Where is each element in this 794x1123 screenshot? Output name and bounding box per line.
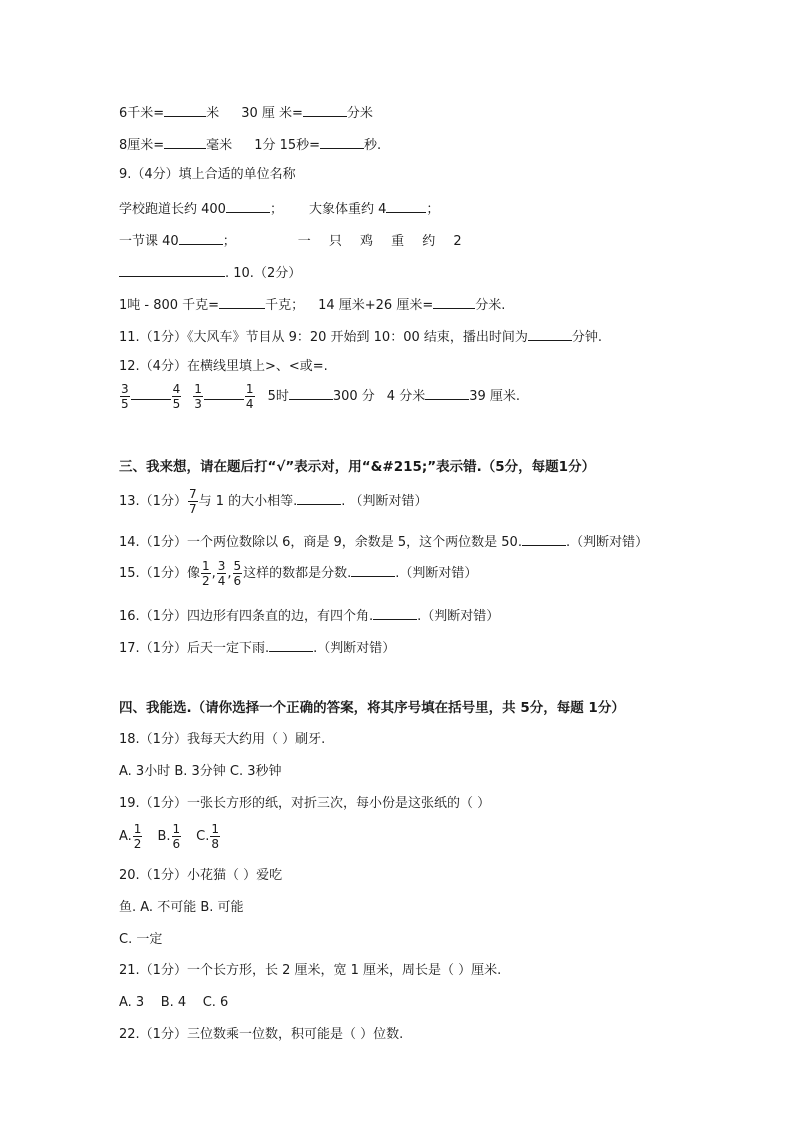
q8-text: 毫米 [206, 138, 233, 153]
q12-text: 4 分米 [386, 389, 426, 404]
q9-text: 大象体重约 4 [308, 202, 387, 217]
q17-text: .（判断对错） [313, 641, 396, 656]
q15-text: .（判断对错） [395, 566, 478, 581]
q14-text: .（判断对错） [565, 535, 649, 550]
fraction: $\frac{1}{6}$ [172, 822, 181, 851]
q16-text: .（判断对错） [417, 609, 500, 624]
q18-text: 18.（1分）我每天大约用（ ）刷牙. [119, 732, 326, 747]
q19-text: 19.（1分）一张长方形的纸，对折三次，每小份是这张纸的（ ） [119, 796, 491, 811]
q8-text: 8厘米= [119, 138, 165, 153]
answer-blank[interactable] [269, 637, 313, 652]
q17-row [119, 637, 395, 658]
q9-row-2 [119, 230, 469, 251]
q10-text: 千克； [265, 298, 305, 313]
q9-text: 一 只 鸡 重 约 2 [297, 234, 469, 249]
answer-blank[interactable] [297, 490, 341, 505]
answer-blank[interactable] [425, 385, 469, 400]
fraction: $\frac{5}{6}$ [233, 559, 242, 588]
answer-blank[interactable] [164, 134, 206, 149]
fraction: $\frac{1}{2}$ [133, 822, 142, 851]
fraction: $\frac{7}{7}$ [188, 487, 197, 516]
q10-title: . 10.（2分） [225, 266, 302, 281]
q9-text: 学校跑道长约 400 [119, 202, 226, 217]
fraction: $\frac{1}{4}$ [245, 382, 254, 411]
answer-blank[interactable] [204, 385, 244, 400]
q8-text: 1分 15秒= [254, 138, 321, 153]
q14-text: 14.（1分）一个两位数除以 6，商是 9，余数是 5，这个两位数是 50. [119, 535, 522, 550]
q13-text: 与 1 的大小相等. [198, 494, 298, 509]
q22-text: 22.（1分）三位数乘一位数，积可能是（ ）位数. [119, 1027, 404, 1042]
fraction: $\frac{1}{2}$ [201, 559, 210, 588]
q8-text: 分米 [346, 106, 373, 121]
q8-row-2 [119, 134, 381, 155]
q14-row [119, 531, 648, 552]
q9-text: ； [222, 234, 236, 249]
section-3-heading: 三、我来想，请在题后打“√”表示对，用“&#215;”表示错.（5分，每题1分） [119, 459, 596, 475]
q12-row [119, 381, 520, 413]
q15-text: 15.（1分）像 [119, 566, 200, 581]
q15-row: 15.（1分）像 $\frac{1}{2}$ , $\frac{3}{4}$ , $\frac{5}{6}$ 这样的数都是分数. .（判断对错） [119, 559, 478, 588]
q9-row-3 [119, 262, 301, 283]
answer-blank[interactable] [373, 605, 417, 620]
fraction: $\frac{4}{5}$ [172, 382, 181, 411]
q11-row [119, 326, 602, 347]
q9-row-1 [119, 198, 439, 219]
answer-blank[interactable] [289, 385, 333, 400]
q10-text: 分米. [475, 298, 506, 313]
q9-title: 9.（4分）填上合适的单位名称 [119, 167, 296, 182]
q12-title: 12.（4分）在横线里填上>、<或=. [119, 359, 328, 374]
q21-options[interactable]: A. 3 B. 4 C. 6 [119, 995, 229, 1010]
q8-text: 秒. [364, 138, 382, 153]
answer-blank[interactable] [303, 102, 347, 117]
answer-blank[interactable] [119, 262, 225, 277]
q9-text: ； [426, 202, 440, 217]
section-4-heading: 四、我能选.（请你选择一个正确的答案，将其序号填在括号里，共 5分，每题 1分） [119, 700, 625, 716]
q15-text: 这样的数都是分数. [243, 566, 352, 581]
q11-text: 11.（1分）《大风车》节目从 9：20 开始到 10：00 结束，播出时间为 [119, 330, 528, 345]
answer-blank[interactable] [179, 230, 223, 245]
q16-text: 16.（1分）四边形有四条直的边，有四个角. [119, 609, 374, 624]
q10-text: 1吨 - 800 千克= [119, 298, 220, 313]
answer-blank[interactable] [386, 198, 426, 213]
fraction: $\frac{1}{8}$ [211, 822, 219, 851]
q20-option-c[interactable]: C. 一定 [119, 932, 163, 947]
q13-row [119, 486, 428, 518]
q13-text: . （判断对错） [341, 494, 428, 509]
answer-blank[interactable] [219, 294, 265, 309]
q21-text: 21.（1分）一个长方形，长 2 厘米，宽 1 厘米，周长是（ ）厘米. [119, 963, 502, 978]
answer-blank[interactable] [351, 562, 395, 577]
q16-row [119, 605, 499, 626]
q8-text: 6千米= [119, 106, 165, 121]
q8-text: 30 厘 米= [241, 106, 303, 121]
q10-text: 14 厘米+26 厘米= [318, 298, 434, 313]
answer-blank[interactable] [226, 198, 270, 213]
q9-text: 一节课 40 [119, 234, 179, 249]
q9-text: ； [269, 202, 283, 217]
q17-text: 17.（1分）后天一定下雨. [119, 641, 270, 656]
fraction: $\frac{1}{3}$ [194, 382, 202, 411]
q12-text: 39 厘米. [469, 389, 521, 404]
q8-text: 米 [206, 106, 220, 121]
answer-blank[interactable] [528, 326, 572, 341]
answer-blank[interactable] [320, 134, 364, 149]
q20-options[interactable]: 鱼. A. 不可能 B. 可能 [119, 900, 244, 915]
q19-options[interactable]: A. $\frac{1}{2}$ B. $\frac{1}{6}$ C. $\frac{1}{8}$ [119, 822, 219, 851]
answer-blank[interactable] [164, 102, 206, 117]
q12-text: 300 分 [332, 389, 375, 404]
q18-options[interactable]: A. 3小时 B. 3分钟 C. 3秒钟 [119, 764, 282, 779]
fraction: $\frac{3}{5}$ [121, 382, 129, 411]
answer-blank[interactable] [131, 385, 171, 400]
q12-text: 5时 [267, 389, 289, 404]
answer-blank[interactable] [522, 531, 566, 546]
q20-text: 20.（1分）小花猫（ ）爱吃 [119, 868, 283, 883]
q13-text: 13.（1分） [119, 494, 187, 509]
answer-blank[interactable] [433, 294, 475, 309]
q8-row-1 [119, 102, 373, 123]
fraction: $\frac{3}{4}$ [217, 559, 226, 588]
q10-row [119, 294, 505, 315]
q11-text: 分钟. [571, 330, 603, 345]
